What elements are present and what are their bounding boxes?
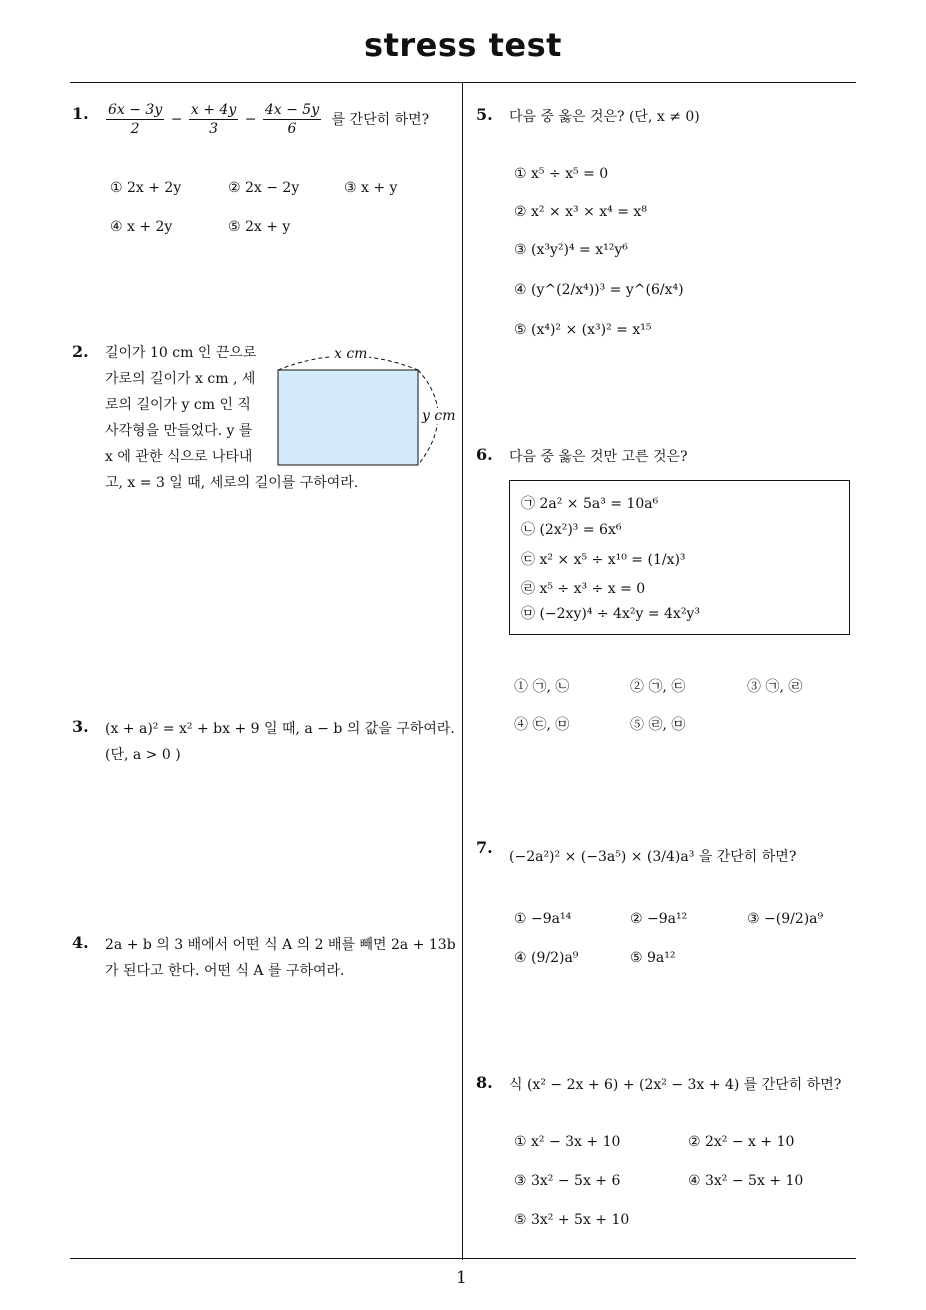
q2-line-5: x 에 관한 식으로 나타내 (105, 449, 253, 465)
q1-f3-denominator: 6 (287, 121, 297, 138)
q5-stem: 다음 중 옳은 것은? (단, x ≠ 0) (509, 109, 700, 125)
page-title: stress test (364, 26, 562, 64)
q1-f2-numerator: x + 4y (189, 102, 238, 120)
q7-choice-4: ④ (9/2)a⁹ (514, 950, 579, 966)
q1-fraction-2 (189, 102, 238, 137)
q2-width-label: x cm (334, 346, 368, 362)
q4-line-2: 가 된다고 한다. 어떤 식 A 를 구하여라. (105, 963, 345, 979)
q5-choice-3: ③ (x³y²)⁴ = x¹²y⁶ (514, 242, 628, 258)
q1-choice-1: ① 2x + 2y (110, 180, 182, 196)
q2-line-4: 사각형을 만들었다. y 를 (105, 423, 253, 439)
q1-expression (104, 102, 429, 137)
q6-choice-2: ② ㉠, ㉢ (630, 679, 686, 695)
q6-number: 6. (476, 445, 493, 464)
q3-line-2: (단, a > 0 ) (105, 747, 181, 763)
q7-choice-2: ② −9a¹² (630, 911, 688, 927)
q6-item-5: ㉤ (−2xy)⁴ ÷ 4x²y = 4x²y³ (521, 606, 700, 622)
q6-item-3: ㉢ x² × x⁵ ÷ x¹⁰ = (1/x)³ (521, 552, 686, 568)
q8-choice-5: ⑤ 3x² + 5x + 10 (514, 1212, 630, 1228)
q1-f1-denominator: 2 (130, 121, 140, 138)
q6-item-1: ㉠ 2a² × 5a³ = 10a⁶ (521, 496, 659, 512)
q7-choice-1: ① −9a¹⁴ (514, 911, 572, 927)
q6-choice-4: ④ ㉢, ㉤ (514, 717, 570, 733)
q3-line-1: (x + a)² = x² + bx + 9 일 때, a − b 의 값을 구하여라. (105, 721, 455, 737)
q1-choice-3: ③ x + y (344, 180, 398, 196)
q1-stem-tail: 를 간단히 하면? (331, 111, 430, 128)
q1-choice-5: ⑤ 2x + y (228, 219, 291, 235)
q5-choice-2: ② x² × x³ × x⁴ = x⁸ (514, 204, 647, 220)
q4-line-1: 2a + b 의 3 배에서 어떤 식 A 의 2 배를 빼면 2a + 13b (105, 937, 456, 953)
q6-stem: 다음 중 옳은 것만 고른 것은? (509, 449, 688, 465)
q2-line-2: 가로의 길이가 x cm , 세 (105, 371, 256, 387)
q4-number: 4. (72, 933, 89, 952)
q6-choice-3: ③ ㉠, ㉣ (747, 679, 803, 695)
column-divider (462, 82, 463, 1260)
q8-number: 8. (476, 1073, 493, 1092)
q7-choice-5: ⑤ 9a¹² (630, 950, 676, 966)
q1-choice-4: ④ x + 2y (110, 219, 173, 235)
q2-line-1: 길이가 10 cm 인 끈으로 (105, 345, 257, 361)
q5-choice-1: ① x⁵ ÷ x⁵ = 0 (514, 166, 609, 182)
page-number: 1 (456, 1268, 467, 1288)
q1-op-2: − (244, 111, 257, 128)
q7-stem: (−2a²)² × (−3a⁵) × (3/4)a³ 을 간단히 하면? (509, 849, 797, 865)
q5-choice-4: ④ (y^(2/x⁴))³ = y^(6/x⁴) (514, 282, 684, 298)
q6-choice-1: ① ㉠, ㉡ (514, 679, 570, 695)
q7-choice-3: ③ −(9/2)a⁹ (747, 911, 824, 927)
q1-fraction-1 (106, 102, 164, 137)
q7-number: 7. (476, 838, 493, 857)
q2-height-label: y cm (422, 408, 456, 424)
q3-number: 3. (72, 717, 89, 736)
q5-choice-5: ⑤ (x⁴)² × (x³)² = x¹⁵ (514, 322, 652, 338)
q1-op-1: − (170, 111, 183, 128)
q1-f2-denominator: 3 (209, 121, 219, 138)
q8-choice-1: ① x² − 3x + 10 (514, 1134, 621, 1150)
bottom-rule (70, 1258, 856, 1259)
q1-choice-2: ② 2x − 2y (228, 180, 300, 196)
q8-choice-4: ④ 3x² − 5x + 10 (688, 1173, 804, 1189)
q6-item-4: ㉣ x⁵ ÷ x³ ÷ x = 0 (521, 581, 646, 597)
q6-item-2: ㉡ (2x²)³ = 6x⁶ (521, 522, 622, 538)
q2-line-6: 고, x = 3 일 때, 세로의 길이를 구하여라. (105, 475, 359, 491)
q8-choice-2: ② 2x² − x + 10 (688, 1134, 795, 1150)
q1-number: 1. (72, 104, 89, 123)
q6-choice-5: ⑤ ㉣, ㉤ (630, 717, 686, 733)
q1-f3-numerator: 4x − 5y (263, 102, 321, 120)
q2-line-3: 로의 길이가 y cm 인 직 (105, 397, 251, 413)
q2-number: 2. (72, 342, 89, 361)
q8-stem: 식 (x² − 2x + 6) + (2x² − 3x + 4) 를 간단히 하면? (509, 1077, 842, 1093)
q1-fraction-3 (263, 102, 321, 137)
top-rule (70, 82, 856, 83)
q5-number: 5. (476, 105, 493, 124)
q1-f1-numerator: 6x − 3y (106, 102, 164, 120)
q2-rectangle (278, 370, 418, 465)
q8-choice-3: ③ 3x² − 5x + 6 (514, 1173, 621, 1189)
